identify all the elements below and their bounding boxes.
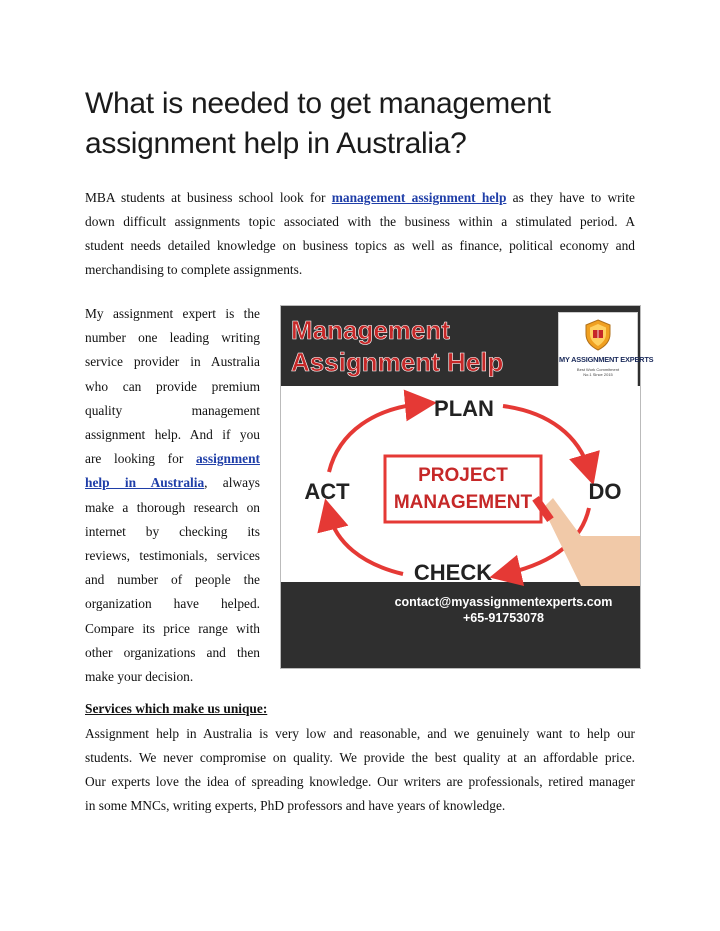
contact-phone: +65-91753078 xyxy=(463,611,544,625)
services-paragraph xyxy=(85,722,635,818)
contact-email: contact@myassignmentexperts.com xyxy=(394,595,613,609)
services-heading: Services which make us unique: xyxy=(85,701,268,716)
shield-logo-icon xyxy=(584,319,612,351)
intro-text: as they have to write xyxy=(506,190,636,205)
expert-line: Compare its price range with xyxy=(85,620,260,636)
arrow-act-to-plan xyxy=(329,404,421,472)
management-assignment-help-link[interactable]: management assignment help xyxy=(331,190,507,205)
intro-line-4: merchandising to complete assignments. xyxy=(85,262,303,277)
expert-line: make a thorough research on xyxy=(85,499,260,515)
expert-line: and number of people the xyxy=(85,572,260,588)
check-label: CHECK xyxy=(413,560,493,585)
services-line: students. We never compromise on quality. We provide the best quality at an affordable price. xyxy=(85,750,635,765)
expert-line: quality management xyxy=(85,402,260,418)
intro-line-1 xyxy=(85,186,635,210)
center-label-2: MANAGEMENT xyxy=(393,492,533,513)
assignment-help-australia-link-cont[interactable]: help in Australia xyxy=(85,475,205,491)
company-logo xyxy=(558,312,654,388)
services-line: Our experts love the idea of spreading knowledge. Our writers are professionals, retired manager xyxy=(85,774,635,789)
logo-tagline xyxy=(559,367,637,377)
expert-text: , always xyxy=(204,475,260,491)
expert-line: assignment help. And if you xyxy=(85,427,260,443)
expert-line: internet by checking its xyxy=(85,523,260,539)
expert-line: organization have helped. xyxy=(85,596,260,612)
expert-paragraph xyxy=(85,302,260,689)
expert-line xyxy=(85,471,260,495)
intro-line-2: down difficult assignments topic associated with the business within a stimulated period. A xyxy=(85,214,635,229)
expert-line xyxy=(85,447,260,471)
expert-text: are looking for xyxy=(85,451,184,467)
contact-info xyxy=(371,594,636,626)
do-label: DO xyxy=(588,479,622,504)
figure-title xyxy=(291,314,503,378)
expert-line: other organizations and then xyxy=(85,644,260,660)
intro-text: MBA students at business school look for xyxy=(85,190,332,205)
hand-marker-icon xyxy=(532,496,640,586)
arrow-plan-to-do xyxy=(503,406,589,470)
intro-line-3: student needs detailed knowledge on business topics as well as finance, political economy and xyxy=(85,238,635,253)
intro-paragraph xyxy=(85,186,635,282)
logo-company-name: MY ASSIGNMENT EXPERTS xyxy=(559,355,654,364)
services-line: in some MNCs, writing experts, PhD professors and have years of knowledge. xyxy=(85,798,506,813)
center-label-1: PROJECT xyxy=(418,465,508,486)
title-line-2: assignment help in Australia? xyxy=(85,127,467,160)
expert-line: My assignment expert is the xyxy=(85,306,260,321)
expert-line: reviews, testimonials, services xyxy=(85,548,260,564)
assignment-help-australia-link[interactable]: assignment xyxy=(195,451,260,467)
management-assignment-help-figure xyxy=(281,306,654,668)
page-title xyxy=(85,84,645,164)
logo-tagline-2: No.1 Since 2015 xyxy=(583,372,613,377)
figure-title-line-1: Management xyxy=(291,315,450,345)
expert-line: who can provide premium xyxy=(85,378,260,394)
act-label: ACT xyxy=(304,479,350,504)
pdca-cycle-diagram xyxy=(281,386,640,586)
services-line: Assignment help in Australia is very low and reasonable, and we genuinely want to help our xyxy=(85,726,635,741)
title-line-1: What is needed to get management xyxy=(85,87,551,120)
plan-label: PLAN xyxy=(434,396,494,421)
expert-line: make your decision. xyxy=(85,669,194,685)
figure-title-line-2: Assignment Help xyxy=(291,347,504,377)
logo-tagline-1: Best Work Commitment xyxy=(576,367,620,372)
expert-line: number one leading writing xyxy=(85,330,260,346)
expert-line: service provider in Australia xyxy=(85,354,260,370)
